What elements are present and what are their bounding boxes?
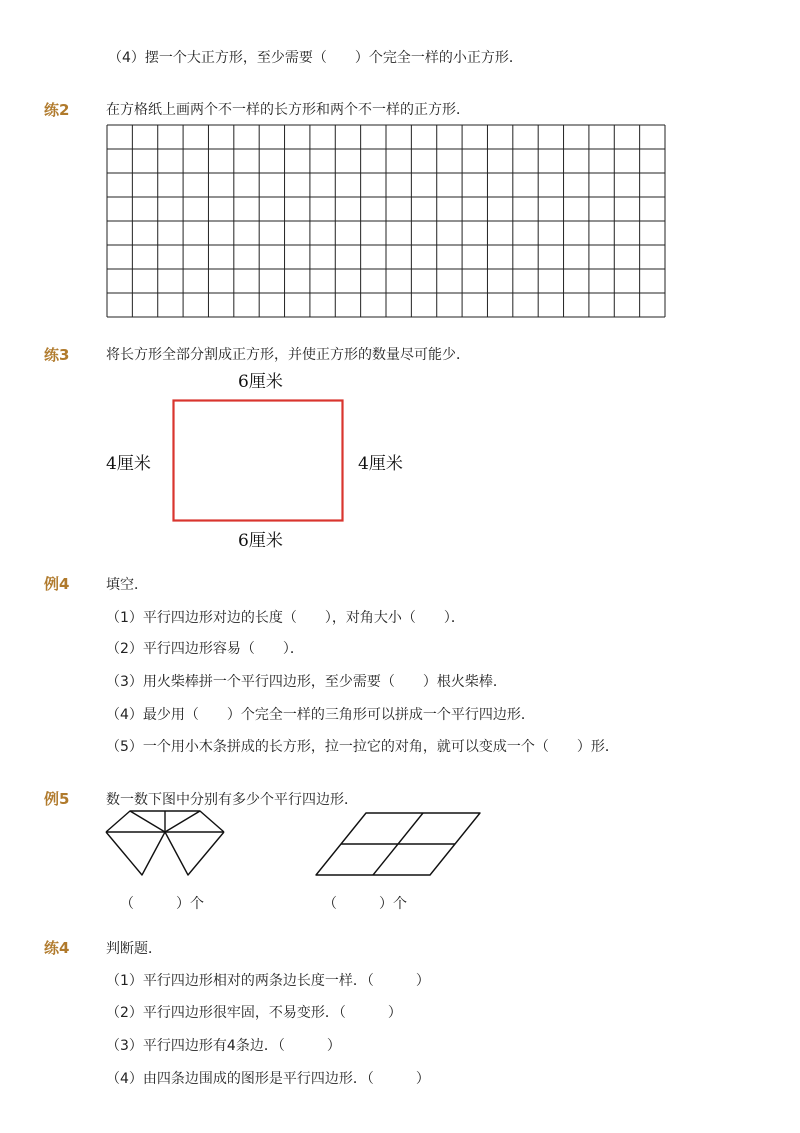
section-prompt-li5: 数一数下图中分别有多少个平行四边形．: [106, 792, 358, 808]
fill-item-2: （2）平行四边形容易（ ）．: [106, 641, 304, 657]
judge-item-2: （2）平行四边形很牢固，不易变形．（ ）: [106, 1005, 402, 1021]
section-tag-lian2: 练2: [44, 101, 70, 119]
judge-item-3: （3）平行四边形有4条边．（ ）: [106, 1038, 341, 1054]
fill-item-4: （4）最少用（ ）个完全一样的三角形可以拼成一个平行四边形．: [106, 707, 535, 723]
section-tag-li5: 例5: [44, 790, 70, 808]
triangle-figure: [104, 809, 228, 877]
section-prompt-lian4: 判断题．: [106, 941, 162, 957]
section-prompt-li4: 填空．: [106, 577, 148, 593]
rect-label-bottom: 6厘米: [238, 531, 283, 551]
answer-blank-right[interactable]: （ ）个: [323, 896, 407, 912]
square-grid-paper[interactable]: [106, 124, 666, 318]
fill-item-3: （3）用火柴棒拼一个平行四边形，至少需要（ ）根火柴棒．: [106, 674, 507, 690]
answer-blank-left[interactable]: （ ）个: [120, 896, 204, 912]
question-item-4: （4）摆一个大正方形，至少需要（ ）个完全一样的小正方形．: [108, 50, 523, 66]
section-prompt-lian3: 将长方形全部分割成正方形，并使正方形的数量尽可能少．: [106, 347, 470, 363]
red-rectangle: [172, 399, 344, 523]
rectangle-outline: [174, 401, 343, 521]
fill-item-1: （1）平行四边形对边的长度（ ），对角大小（ ）．: [106, 610, 465, 626]
judge-item-1: （1）平行四边形相对的两条边长度一样．（ ）: [106, 973, 430, 989]
judge-item-4: （4）由四条边围成的图形是平行四边形．（ ）: [106, 1071, 430, 1087]
rect-label-right: 4厘米: [358, 454, 403, 474]
rect-label-top: 6厘米: [238, 372, 283, 392]
rect-label-left: 4厘米: [106, 454, 151, 474]
section-tag-lian4: 练4: [44, 939, 70, 957]
section-tag-lian3: 练3: [44, 346, 70, 364]
parallelogram-grid-figure: [314, 811, 482, 877]
section-prompt-lian2: 在方格纸上画两个不一样的长方形和两个不一样的正方形．: [106, 102, 470, 118]
section-tag-li4: 例4: [44, 575, 70, 593]
fill-item-5: （5）一个用小木条拼成的长方形，拉一拉它的对角，就可以变成一个（ ）形．: [106, 739, 619, 755]
